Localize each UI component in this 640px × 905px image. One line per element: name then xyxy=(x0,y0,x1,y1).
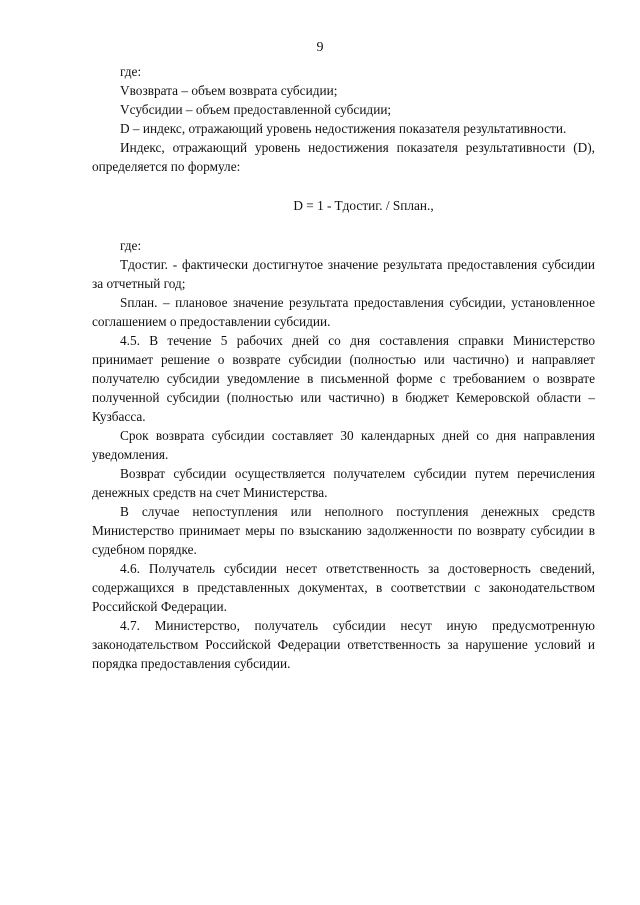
document-body xyxy=(92,62,595,673)
paragraph-4-7: 4.7. Министерство, получатель субсидии несут иную предусмотренную законодательством Российской Федерации ответственность за нарушение условий и порядка предоставления субсидии. xyxy=(92,618,595,671)
where-label-1: где: xyxy=(120,64,142,79)
paragraph-return-term: Срок возврата субсидии составляет 30 календарных дней со дня направления уведомления. xyxy=(92,428,595,462)
definition-v-subsidy: Vсубсидии – объем предоставленной субсидии; xyxy=(120,102,392,117)
definition-t-achieved: Tдостиг. - фактически достигнутое значение результата предоставления субсидии за отчетный год; xyxy=(92,257,595,291)
page-number: 9 xyxy=(316,40,324,55)
definition-v-return: Vвозврата – объем возврата субсидии; xyxy=(120,83,338,98)
paragraph-nonreceipt: В случае непоступления или неполного поступления денежных средств Министерство принимает меры по взысканию задолженности по возврату субсидии в судебном порядке. xyxy=(92,504,595,557)
paragraph-return-method: Возврат субсидии осуществляется получателем субсидии путем перечисления денежных средств на счет Министерства. xyxy=(92,466,595,500)
definition-s-plan: Sплан. – плановое значение результата предоставления субсидии, установленное соглашением о предоставлении субсидии. xyxy=(92,295,595,329)
paragraph-4-5: 4.5. В течение 5 рабочих дней со дня составления справки Министерство принимает решение о возврате субсидии (полностью или частично) и направляет получателю субсидии уведомление в письменной форме с требованием о возврате полученной субсидии (полностью или частично) в бюджет Кемеровской области – Кузбасса. xyxy=(92,333,595,424)
index-formula-intro: Индекс, отражающий уровень недостижения показателя результативности (D), определяется по формуле: xyxy=(92,140,595,174)
definition-d-index: D – индекс, отражающий уровень недостижения показателя результативности. xyxy=(120,121,567,136)
paragraph-4-6: 4.6. Получатель субсидии несет ответственность за достоверность сведений, содержащихся в представленных документах, в соответствии с законодательством Российской Федерации. xyxy=(92,561,595,614)
where-label-2: где: xyxy=(120,238,142,253)
formula: D = 1 - Tдостиг. / Sплан., xyxy=(293,198,434,213)
